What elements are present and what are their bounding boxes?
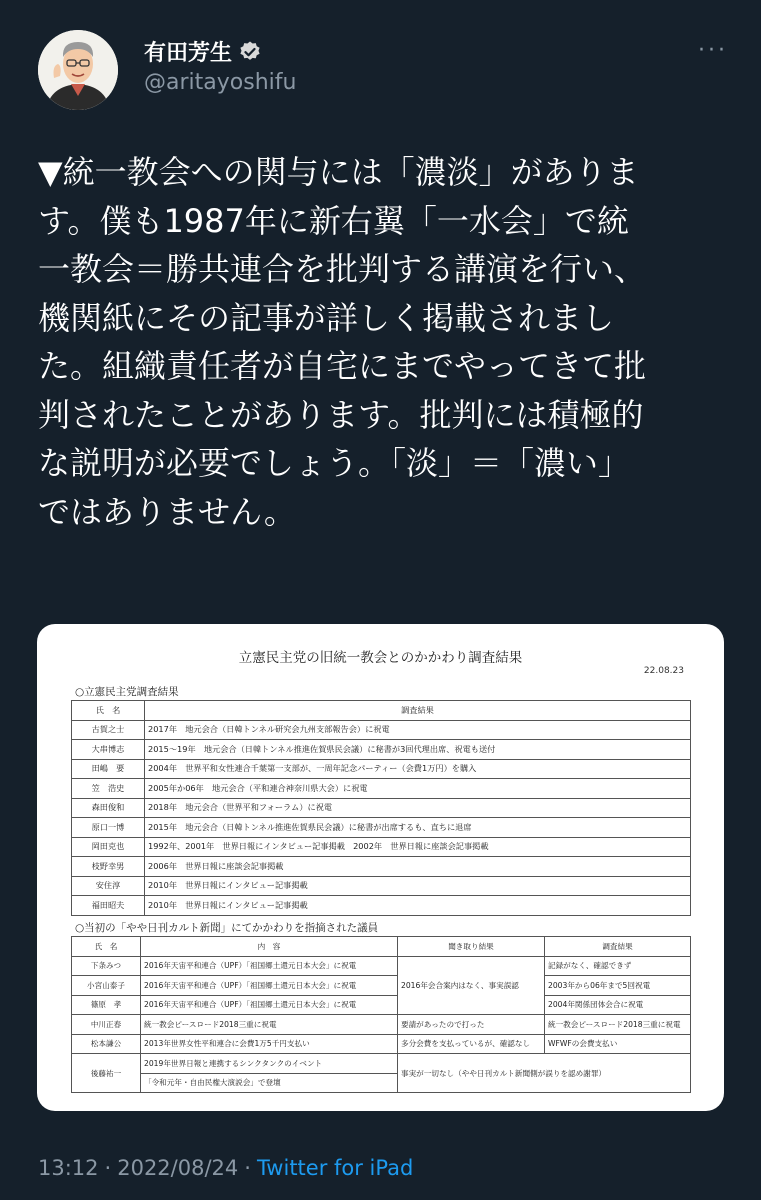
table-row [72, 740, 691, 760]
tweet-header [38, 22, 728, 112]
more-options-icon[interactable]: ··· [698, 38, 728, 63]
content-cell: 統一教会ピースロード2018三重に祝電 [141, 1015, 398, 1035]
separator: · [104, 1156, 112, 1180]
illustrated-portrait-icon [38, 30, 118, 110]
member-name: 福田昭夫 [72, 896, 145, 916]
table-row [72, 779, 691, 799]
result-cell: 2015～19年 地元会合（日韓トンネル推進佐賀県民会議）に秘書が3回代理出席、祝電も送付 [145, 740, 691, 760]
document-title: 立憲民主党の旧統一教会とのかかわり調査結果 [238, 650, 523, 666]
table-row [72, 995, 691, 1015]
result-cell: 記録がなく、確認できず [545, 956, 691, 976]
tweet-time[interactable]: 13:12 [38, 1156, 99, 1180]
member-name: 下条みつ [72, 956, 141, 976]
table-row [72, 896, 691, 916]
result-cell: 2003年から06年まで5回祝電 [545, 976, 691, 996]
content-cell: 2016年天宙平和連合（UPF）「祖国郷土還元日本大会」に祝電 [141, 995, 398, 1015]
member-name: 古賀之士 [72, 720, 145, 740]
result-cell: 事実が一切なし（やや日刊カルト新聞側が誤りを認め謝罪） [398, 1054, 691, 1093]
result-cell: 2010年 世界日報にインタビュー記事掲載 [145, 876, 691, 896]
attached-image[interactable] [37, 624, 724, 1111]
verified-badge-icon [238, 40, 262, 64]
table-row [72, 818, 691, 838]
content-cell: 2013年世界女性平和連合に会費1万5千円支払い [141, 1034, 398, 1054]
column-header: 内 容 [141, 937, 398, 957]
content-cell: 2019年世界日報と連携するシンクタンクのイベント [141, 1054, 398, 1074]
display-name[interactable]: 有田芳生 [144, 41, 233, 66]
result-cell: 統一教会ピースロード2018三重に祝電 [545, 1015, 691, 1035]
separator: · [244, 1156, 251, 1180]
member-name: 岡田克也 [72, 837, 145, 857]
member-name: 篠原 孝 [72, 995, 141, 1015]
content-cell: 「令和元年・自由民権大演説会」で登壇 [141, 1073, 398, 1093]
result-cell: 2004年 世界平和女性連合千葉第一支部が、一周年記念パーティー（会費1万円）を購入 [145, 759, 691, 779]
table-row [72, 720, 691, 740]
table-header-row [72, 701, 691, 721]
column-header: 聞き取り結果 [398, 937, 545, 957]
content-cell: 2016年天宙平和連合（UPF）「祖国郷土還元日本大会」に祝電 [141, 976, 398, 996]
member-name: 松本謙公 [72, 1034, 141, 1054]
table-row [72, 837, 691, 857]
section1-table [71, 700, 691, 916]
member-name: 後藤祐一 [72, 1054, 141, 1093]
result-cell: 2005年か06年 地元会合（平和連合神奈川県大会）に祝電 [145, 779, 691, 799]
table-row [72, 857, 691, 877]
member-name: 田嶋 要 [72, 759, 145, 779]
table-row [72, 1015, 691, 1035]
avatar[interactable] [38, 30, 118, 110]
table-row [72, 759, 691, 779]
member-name: 原口一博 [72, 818, 145, 838]
member-name: 中川正春 [72, 1015, 141, 1035]
interview-cell: 2016年会合案内はなく、事実誤認 [398, 956, 545, 1015]
member-name: 小宮山泰子 [72, 976, 141, 996]
table-header-row [72, 937, 691, 957]
member-name: 安住淳 [72, 876, 145, 896]
tweet-footer [38, 1156, 413, 1180]
result-cell: 2017年 地元会合（日韓トンネル研究会九州支部報告会）に祝電 [145, 720, 691, 740]
table-row [72, 876, 691, 896]
tweet-source-link[interactable]: Twitter for iPad [256, 1156, 414, 1180]
member-name: 笠 浩史 [72, 779, 145, 799]
content-cell: 2016年天宙平和連合（UPF）「祖国郷土還元日本大会」に祝電 [141, 956, 398, 976]
interview-cell: 多分会費を支払っているが、確認なし [398, 1034, 545, 1054]
result-cell: 2018年 地元会合（世界平和フォーラム）に祝電 [145, 798, 691, 818]
result-cell: 2015年 地元会合（日韓トンネル推進佐賀県民会議）に秘書が出席するも、直ちに退席 [145, 818, 691, 838]
table-row [72, 798, 691, 818]
member-name: 森田俊和 [72, 798, 145, 818]
column-header: 調査結果 [145, 701, 691, 721]
member-name: 枝野幸男 [72, 857, 145, 877]
document-date: 22.08.23 [643, 666, 684, 676]
interview-cell: 要請があったので打った [398, 1015, 545, 1035]
result-cell: 2010年 世界日報にインタビュー記事掲載 [145, 896, 691, 916]
section2-title: ○当初の「やや日刊カルト新聞」にてかかわりを指摘された議員 [75, 922, 379, 934]
table-row [72, 956, 691, 976]
author-name-row [144, 36, 262, 67]
member-name: 大串博志 [72, 740, 145, 760]
tweet-text: ▼統一教会への関与には「濃淡」がありま す。僕も1987年に新右翼「一水会」で統 一教会＝勝共連合を批判する講演を行い、 機関紙にその記事が詳しく掲載されまし た。組織責任者が自宅にまでやってきて批 判されたことがあります。批判には積極的 な説明が必要でしょう。「淡」＝「濃い」 ではありません。 [38, 153, 647, 531]
result-cell: WFWFの会費支払い [545, 1034, 691, 1054]
author-handle[interactable]: @aritayoshifu [144, 70, 297, 95]
table-row [72, 1034, 691, 1054]
result-cell: 2004年関係団体会合に祝電 [545, 995, 691, 1015]
column-header: 氏 名 [72, 701, 145, 721]
column-header: 調査結果 [545, 937, 691, 957]
table-row [72, 976, 691, 996]
column-header: 氏 名 [72, 937, 141, 957]
section2-table [71, 936, 691, 1093]
table-row [72, 1054, 691, 1074]
tweet-date[interactable]: 2022/08/24 [117, 1156, 239, 1180]
result-cell: 1992年、2001年 世界日報にインタビュー記事掲載 2002年 世界日報に座談会記事掲載 [145, 837, 691, 857]
section1-title: ○立憲民主党調査結果 [75, 686, 179, 698]
result-cell: 2006年 世界日報に座談会記事掲載 [145, 857, 691, 877]
